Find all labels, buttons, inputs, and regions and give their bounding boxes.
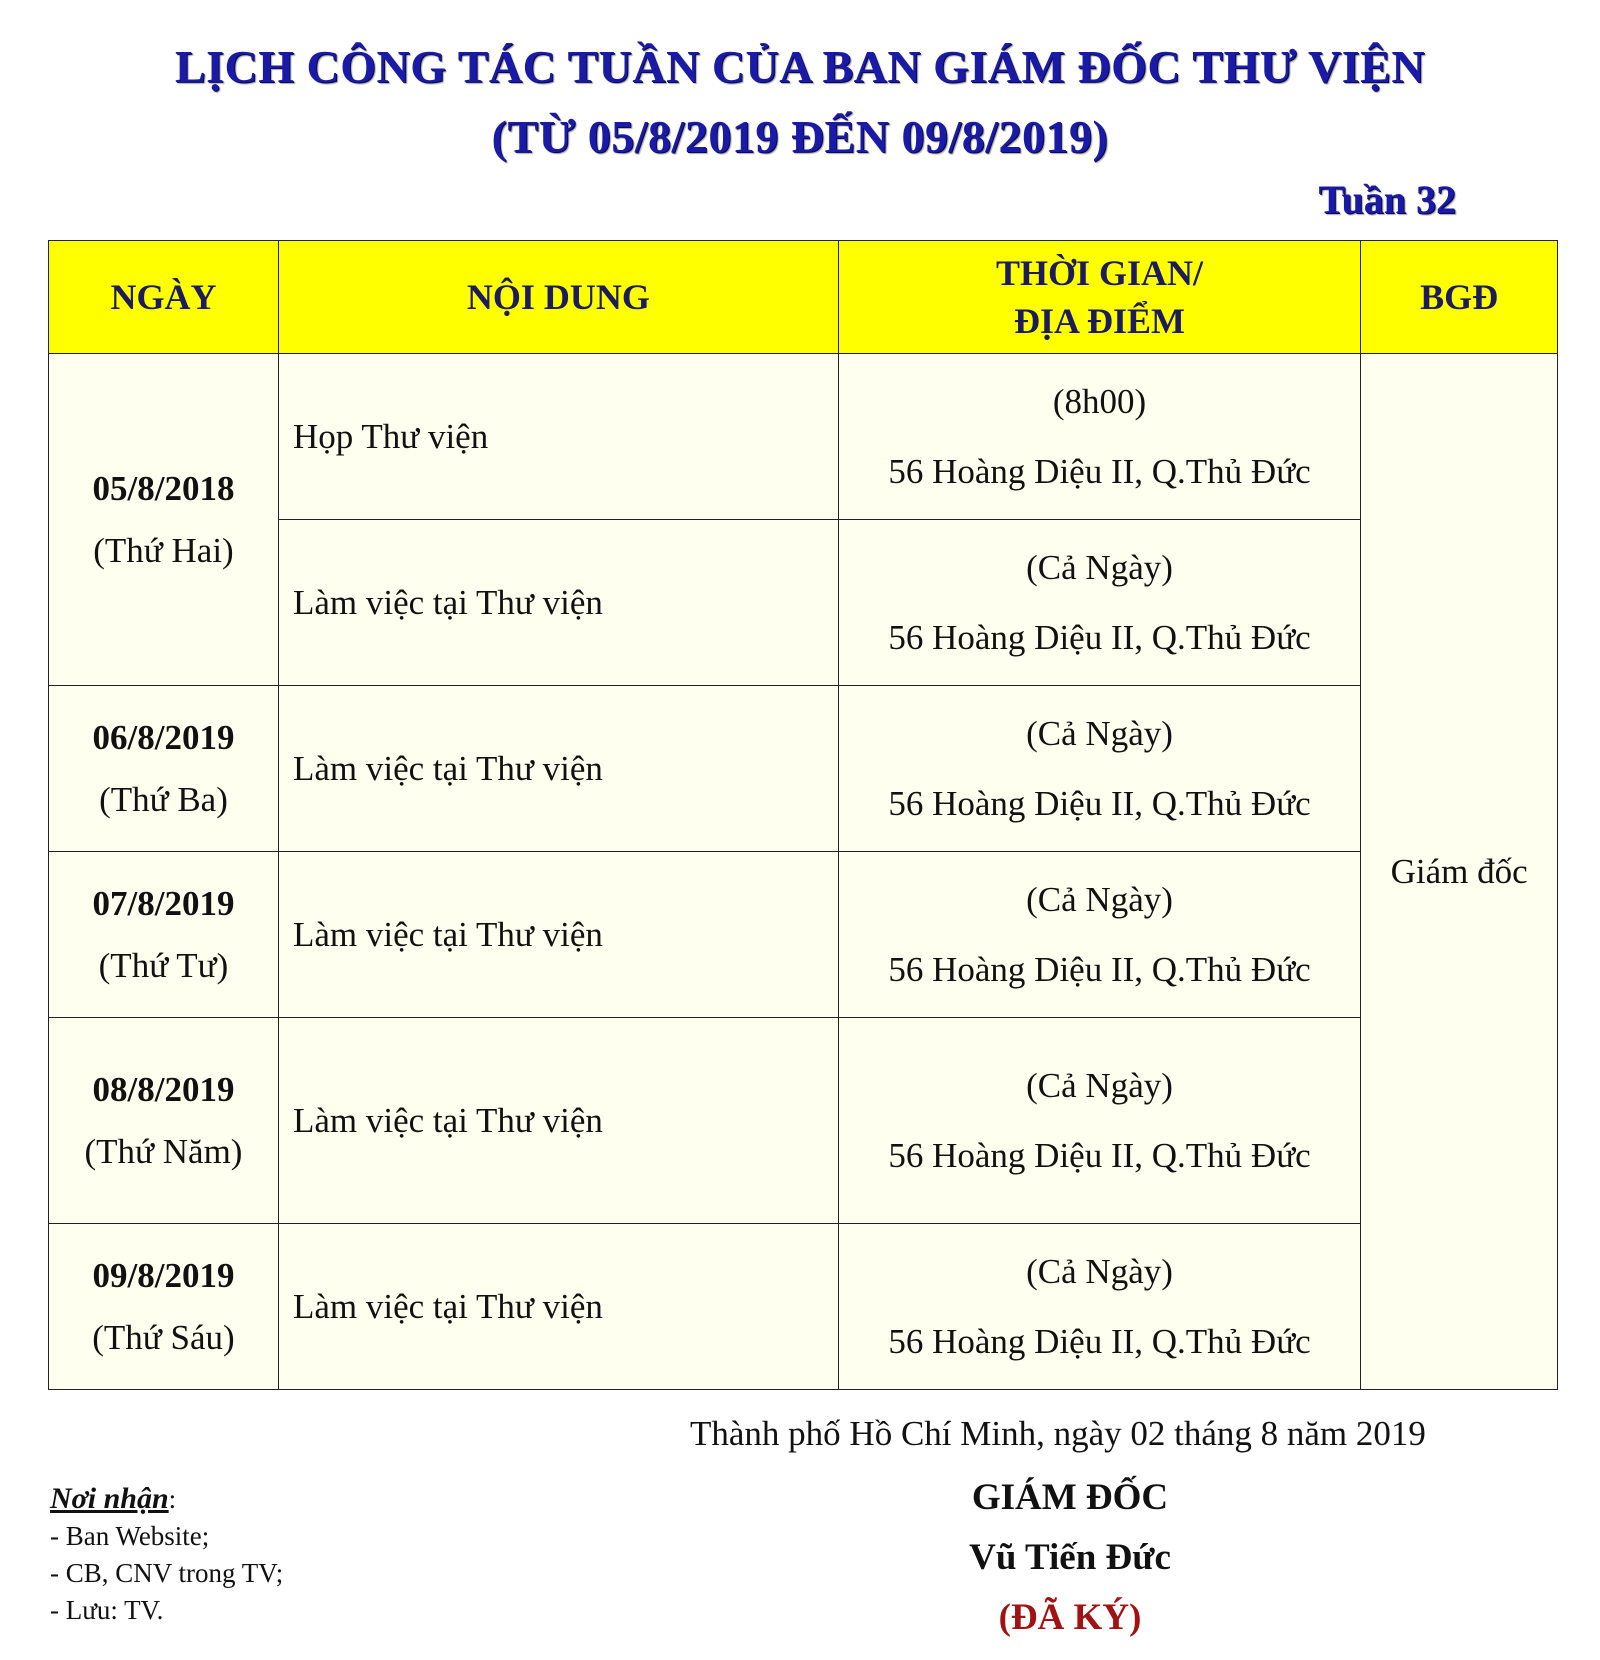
time-place-cell	[838, 686, 1361, 852]
signed-status: (ĐÃ KÝ)	[998, 1597, 1142, 1638]
place-value: 56 Hoàng Diệu II, Q.Thủ Đức	[888, 949, 1311, 989]
recipient-item: - Ban Website;	[50, 1521, 210, 1551]
date-cell	[49, 852, 279, 1018]
document-title: LỊCH CÔNG TÁC TUẦN CỦA BAN GIÁM ĐỐC THƯ VIỆN	[174, 41, 1426, 92]
content-cell: Làm việc tại Thư viện	[278, 1018, 838, 1224]
time-value: (Cả Ngày)	[1026, 713, 1173, 753]
date-value: 05/8/2018	[92, 468, 235, 508]
time-place-cell	[838, 1018, 1361, 1224]
date-value: 06/8/2019	[92, 717, 235, 757]
weekday-value: (Thứ Sáu)	[92, 1317, 235, 1357]
time-value: (Cả Ngày)	[1026, 547, 1173, 587]
content-cell: Làm việc tại Thư viện	[278, 520, 838, 686]
date-value: 07/8/2019	[92, 883, 235, 923]
table-row	[49, 1224, 1558, 1390]
place-value: 56 Hoàng Diệu II, Q.Thủ Đức	[888, 451, 1311, 491]
date-cell	[49, 686, 279, 852]
weekday-value: (Thứ Ba)	[99, 779, 228, 819]
date-value: 09/8/2019	[92, 1255, 235, 1295]
document-subtitle-date-range: (TỪ 05/8/2019 ĐẾN 09/8/2019)	[491, 111, 1109, 162]
schedule-table	[48, 240, 1558, 1390]
place-and-date: Thành phố Hồ Chí Minh, ngày 02 tháng 8 năm 2019	[690, 1414, 1426, 1453]
recipient-item: - Lưu: TV.	[50, 1595, 164, 1625]
content-cell: Làm việc tại Thư viện	[278, 852, 838, 1018]
table-row	[49, 852, 1558, 1018]
time-value: (8h00)	[1052, 381, 1147, 421]
date-value: 08/8/2019	[92, 1069, 235, 1109]
place-value: 56 Hoàng Diệu II, Q.Thủ Đức	[888, 1135, 1311, 1175]
recipients-colon: :	[168, 1484, 177, 1514]
recipient-item: - CB, CNV trong TV;	[50, 1558, 284, 1588]
table-header-row	[49, 241, 1558, 354]
week-number: Tuần 32	[1318, 177, 1456, 222]
time-place-cell	[838, 1224, 1361, 1390]
time-place-cell	[838, 354, 1361, 520]
signer-name: Vũ Tiến Đức	[969, 1537, 1171, 1578]
time-value: (Cả Ngày)	[1026, 1251, 1173, 1291]
time-value: (Cả Ngày)	[1026, 1065, 1173, 1105]
column-header-time: THỜI GIAN/	[996, 253, 1204, 293]
date-cell	[49, 1018, 279, 1224]
table-row	[49, 354, 1558, 520]
signer-role: GIÁM ĐỐC	[971, 1477, 1169, 1518]
column-header-bgd: BGĐ	[1361, 241, 1558, 354]
weekday-value: (Thứ Tư)	[98, 945, 229, 985]
date-cell	[49, 1224, 279, 1390]
date-cell	[49, 354, 279, 686]
recipients-heading	[50, 1480, 283, 1518]
recipients-label: Nơi nhận	[50, 1482, 169, 1515]
recipients-block	[50, 1480, 283, 1629]
table-row	[49, 1018, 1558, 1224]
content-cell: Làm việc tại Thư viện	[278, 686, 838, 852]
column-header-content: NỘI DUNG	[278, 241, 838, 354]
time-value: (Cả Ngày)	[1026, 879, 1173, 919]
time-place-cell	[838, 852, 1361, 1018]
column-header-place: ĐỊA ĐIỂM	[1014, 301, 1186, 341]
column-header-date: NGÀY	[49, 241, 279, 354]
place-value: 56 Hoàng Diệu II, Q.Thủ Đức	[888, 1321, 1311, 1361]
bgd-cell: Giám đốc	[1361, 354, 1558, 1390]
time-place-cell	[838, 520, 1361, 686]
weekday-value: (Thứ Hai)	[93, 530, 234, 570]
column-header-time-place	[838, 241, 1361, 354]
content-cell: Làm việc tại Thư viện	[278, 1224, 838, 1390]
place-value: 56 Hoàng Diệu II, Q.Thủ Đức	[888, 783, 1311, 823]
place-value: 56 Hoàng Diệu II, Q.Thủ Đức	[888, 617, 1311, 657]
weekday-value: (Thứ Năm)	[84, 1131, 243, 1171]
content-cell: Họp Thư viện	[278, 354, 838, 520]
table-row	[49, 686, 1558, 852]
